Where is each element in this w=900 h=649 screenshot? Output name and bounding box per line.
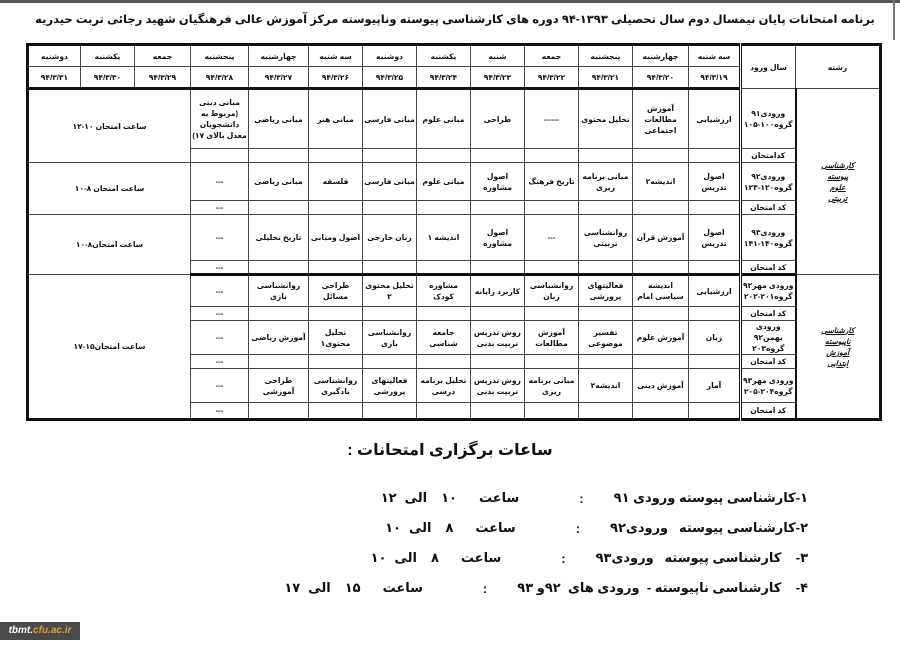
exam-code-cell <box>363 403 417 420</box>
exam-code-label: کد امتحان <box>741 403 796 420</box>
exam-code-cell: --- <box>191 403 249 420</box>
major-header: رشته <box>796 45 881 89</box>
hours-to: ۱۲ <box>380 490 397 505</box>
course-cell: تاریخ فرهنگ <box>525 163 579 201</box>
course-cell: فلسفه <box>309 163 363 201</box>
exam-code-cell <box>633 201 689 215</box>
course-cell: تحلیل محتوی۱ <box>309 321 363 355</box>
exam-time-cell: ساعت امتحان ۸-۱۰ <box>28 163 191 215</box>
course-cell: روانشناسی بازی <box>249 275 309 307</box>
exam-code-cell <box>363 149 417 163</box>
course-cell: مبانی فارسی <box>363 163 417 201</box>
major-line: ابتدایی <box>827 358 849 368</box>
day-name: سه شنبه <box>689 45 741 67</box>
course-cell: آموزش دینی <box>633 369 689 403</box>
course-cell: --- <box>525 215 579 261</box>
exam-code-cell <box>417 355 471 369</box>
entry-cell <box>741 163 796 201</box>
exam-code-cell <box>579 355 633 369</box>
exam-code-cell: --- <box>191 355 249 369</box>
entry-line: گروه۲۰۱-۲۰۲ <box>743 292 793 301</box>
major-line: ناپیوسته <box>825 336 851 346</box>
hours-to: ۱۷ <box>284 580 301 595</box>
course-cell: اندیشه ۱ <box>417 215 471 261</box>
course-cell: آموزش قرآن <box>633 215 689 261</box>
exam-code-cell: --- <box>191 307 249 321</box>
day-date: ۹۴/۳/۲۴ <box>417 67 471 89</box>
course-cell: آموزش علوم <box>633 321 689 355</box>
course-cell: تاریخ تحلیلی <box>249 215 309 261</box>
exam-time-cell: ساعت امتحان۱۵-۱۷ <box>28 275 191 420</box>
exam-code-cell <box>471 307 525 321</box>
day-date: ۹۴/۳/۲۰ <box>633 67 689 89</box>
day-name: پنجشنبه <box>191 45 249 67</box>
exam-code-cell <box>633 307 689 321</box>
course-cell: کاربرد رایانه <box>471 275 525 307</box>
day-name: یکشنبه <box>417 45 471 67</box>
course-cell: جامعه شناسی <box>417 321 471 355</box>
course-cell: مبانی دینی (مربوط به دانشجویان معدل بالای ۱۷) <box>191 89 249 149</box>
exam-code-label: کد امتحان <box>741 307 796 321</box>
entry-cell <box>741 369 796 403</box>
exam-code-cell <box>249 307 309 321</box>
exam-code-cell <box>525 403 579 420</box>
exam-code-cell <box>633 403 689 420</box>
exam-code-cell <box>689 403 741 420</box>
course-cell: مشاوره کودک <box>417 275 471 307</box>
hours-to-word: الی <box>308 580 331 595</box>
exam-code-cell <box>309 355 363 369</box>
exam-hours-title: ساعات برگزاری امتحانات : <box>347 442 553 459</box>
schedule-row <box>28 215 881 261</box>
document-title: برنامه امتحانات پایان نیمسال دوم سال تحصیلی ۱۳۹۳-۹۴ دوره های کارشناسی پیوسته وناپیوسته مرکز آموزش عالی فرهنگیان شهید رجائی تربت حیدریه <box>35 14 875 26</box>
exam-code-cell <box>525 355 579 369</box>
course-cell: اصول تدریس <box>689 215 741 261</box>
course-cell: آمار <box>689 369 741 403</box>
exam-code-label: کد امتحان <box>741 201 796 215</box>
entry-cell <box>741 321 796 355</box>
major-cell <box>796 89 881 275</box>
exam-code-cell <box>417 201 471 215</box>
course-cell: --- <box>191 163 249 201</box>
day-name: چهارشنبه <box>633 45 689 67</box>
day-date: ۹۴/۳/۲۱ <box>579 67 633 89</box>
day-date: ۹۴/۳/۳۰ <box>81 67 135 89</box>
exam-code-cell <box>363 201 417 215</box>
entry-line: ورودی بهمن۹۲ <box>753 322 783 342</box>
course-cell: اندیشه سیاسی امام <box>633 275 689 307</box>
day-date: ۹۴/۳/۳۱ <box>28 67 81 89</box>
exam-code-cell <box>417 149 471 163</box>
entry-line: ورودی۹۲ <box>751 171 786 181</box>
hours-to-word: الی <box>404 490 428 505</box>
exam-code-cell <box>417 403 471 420</box>
exam-code-cell <box>471 261 525 275</box>
major-line: آموزش <box>826 347 850 357</box>
exam-code-label: کد امتحان <box>741 261 796 275</box>
exam-hours-line <box>381 488 808 508</box>
schedule-row <box>28 89 881 149</box>
course-cell: طراحی <box>471 89 525 149</box>
exam-code-cell <box>633 261 689 275</box>
course-cell: آموزش ریاضی <box>249 321 309 355</box>
page-edge <box>893 0 895 40</box>
course-cell: --- <box>191 275 249 307</box>
course-cell: تحلیل محتوی ۲ <box>363 275 417 307</box>
course-cell: ------ <box>525 89 579 149</box>
exam-code-cell <box>579 307 633 321</box>
hours-colon: : <box>579 490 584 506</box>
course-cell: روانشناسی بازی <box>363 321 417 355</box>
exam-code-cell <box>309 307 363 321</box>
schedule-row <box>28 163 881 201</box>
exam-code-cell <box>309 261 363 275</box>
exam-code-cell <box>689 149 741 163</box>
exam-time-cell: ساعت امتحان ۱۰-۱۲ <box>28 89 191 163</box>
exam-code-cell <box>525 307 579 321</box>
course-cell: مبانی ریاضی <box>249 89 309 149</box>
course-cell: مبانی علوم <box>417 89 471 149</box>
course-cell: آموزش مطالعات <box>525 321 579 355</box>
exam-code-cell <box>633 149 689 163</box>
day-date: ۹۴/۳/۲۵ <box>363 67 417 89</box>
course-cell: مبانی فارسی <box>363 89 417 149</box>
hours-label: ۲-کارشناسی پیوسته ورودی۹۲ <box>610 520 808 535</box>
exam-code-cell <box>363 307 417 321</box>
hours-label: ۴- کارشناسی ناپیوسته - ورودی های ۹۲و ۹۳ <box>517 580 808 595</box>
exam-code-label: کد امتحان <box>741 355 796 369</box>
major-line: کارشناسی <box>821 325 855 335</box>
exam-code-cell <box>249 403 309 420</box>
hours-to: ۱۰ <box>370 550 387 565</box>
day-date: ۹۴/۳/۱۹ <box>689 67 741 89</box>
major-line: علوم <box>829 182 846 192</box>
exam-code-cell <box>579 261 633 275</box>
exam-code-cell <box>249 149 309 163</box>
course-cell: مبانی برنامه ریزی <box>579 163 633 201</box>
major-line: پیوسته <box>827 171 849 181</box>
course-cell: روش تدریس تربیت بدنی <box>471 369 525 403</box>
course-cell: روانشناسی زبان <box>525 275 579 307</box>
major-line: تربیتی <box>828 193 848 203</box>
hours-word: ساعت <box>382 580 423 595</box>
course-cell: ارزشیابی <box>689 275 741 307</box>
day-date: ۹۴/۳/۲۶ <box>309 67 363 89</box>
exam-code-cell: --- <box>191 261 249 275</box>
course-cell: طراحی آموزشی <box>249 369 309 403</box>
exam-code-cell <box>579 403 633 420</box>
entry-header: سال ورود <box>741 45 796 89</box>
course-cell: تفسیر موضوعی <box>579 321 633 355</box>
top-border <box>0 0 900 3</box>
day-name: دوشنبه <box>28 45 81 67</box>
hours-word: ساعت <box>460 550 502 565</box>
hours-from: ۸ <box>445 520 454 535</box>
exam-code-cell <box>471 149 525 163</box>
exam-code-cell <box>471 201 525 215</box>
exam-code-cell <box>309 149 363 163</box>
exam-code-cell <box>309 403 363 420</box>
watermark-logo <box>0 622 80 640</box>
hours-word: ساعت <box>475 520 516 535</box>
day-name: چهارشنبه <box>249 45 309 67</box>
exam-code-cell <box>525 261 579 275</box>
hours-word: ساعت <box>478 490 520 505</box>
exam-code-cell <box>363 355 417 369</box>
course-cell: روانشناسی یادگیری <box>309 369 363 403</box>
entry-line: گروه۱۰۰-۱۰۵ <box>743 119 793 129</box>
hours-to-word: الی <box>394 550 417 565</box>
hours-label: ۱-کارشناسی پیوسته ورودی ۹۱ <box>613 490 808 505</box>
hours-to: ۱۰ <box>385 520 401 535</box>
entry-cell <box>741 275 796 307</box>
exam-hours-line <box>284 578 808 598</box>
course-cell: اصول مشاوره <box>471 163 525 201</box>
entry-cell <box>741 89 796 149</box>
day-date: ۹۴/۳/۲۸ <box>191 67 249 89</box>
exam-code-cell <box>309 201 363 215</box>
exam-code-cell <box>417 261 471 275</box>
exam-code-cell <box>249 261 309 275</box>
course-cell: تحلیل برنامه درسی <box>417 369 471 403</box>
exam-code-cell <box>249 201 309 215</box>
exam-code-cell <box>525 201 579 215</box>
exam-code-cell <box>579 201 633 215</box>
entry-line: ورودی۹۳ <box>751 227 786 237</box>
entry-line: گروه۲۰۳ <box>752 344 785 353</box>
course-cell: --- <box>191 369 249 403</box>
course-cell: مبانی برنامه ریزی <box>525 369 579 403</box>
hours-to-word: الی <box>408 520 432 535</box>
exam-hours-line <box>385 518 808 538</box>
exam-code-cell: --- <box>191 201 249 215</box>
exam-code-cell <box>249 355 309 369</box>
course-cell: اندیشه۲ <box>633 163 689 201</box>
entry-cell <box>741 215 796 261</box>
exam-code-cell <box>579 149 633 163</box>
exam-code-cell <box>689 355 741 369</box>
hours-label: ۳- کارشناسی پیوسته ورودی۹۳ <box>595 550 808 565</box>
exam-code-cell <box>471 355 525 369</box>
course-cell: طراحی مسائل <box>309 275 363 307</box>
exam-code-label: کدامتحان <box>741 149 796 163</box>
exam-code-cell <box>689 261 741 275</box>
entry-line: ورودی۹۱ <box>751 108 786 118</box>
day-date: ۹۴/۳/۲۹ <box>135 67 191 89</box>
day-name: پنجشنبه <box>579 45 633 67</box>
course-cell: زبان <box>689 321 741 355</box>
entry-line: ورودی مهر۹۳ <box>743 375 794 385</box>
entry-line: ورودی مهر۹۲ <box>743 281 794 290</box>
course-cell: --- <box>191 321 249 355</box>
exam-code-cell <box>633 355 689 369</box>
course-cell: مبانی هنر <box>309 89 363 149</box>
hours-colon: : <box>575 520 581 536</box>
course-cell: مبانی ریاضی <box>249 163 309 201</box>
course-cell: اصول مشاوره <box>471 215 525 261</box>
course-cell: آموزش مطالعات اجتماعی <box>633 89 689 149</box>
exam-code-cell <box>191 149 249 163</box>
course-cell: روانشناسی تربیتی <box>579 215 633 261</box>
day-name: سه شنبه <box>309 45 363 67</box>
course-cell: --- <box>191 215 249 261</box>
day-name: شنبه <box>471 45 525 67</box>
watermark-prefix: tbmt. <box>8 625 34 636</box>
hours-from: ۱۰ <box>441 490 457 505</box>
watermark-domain: cfu.ac.ir <box>33 625 72 636</box>
hours-colon: : <box>482 580 488 596</box>
hours-colon: : <box>561 550 566 566</box>
course-cell: فعالیتهای پرورشی <box>363 369 417 403</box>
schedule-row <box>28 275 881 307</box>
hours-from: ۸ <box>430 550 439 565</box>
course-cell: فعالیتهای پرورشی <box>579 275 633 307</box>
day-date: ۹۴/۳/۲۳ <box>471 67 525 89</box>
course-cell: روش تدریس تربیت بدنی <box>471 321 525 355</box>
hours-from: ۱۵ <box>344 580 361 595</box>
exam-code-cell <box>363 261 417 275</box>
entry-line: گروه۲۰۴-۲۰۵ <box>743 386 793 396</box>
exam-code-cell <box>689 307 741 321</box>
day-name: یکشنبه <box>81 45 135 67</box>
entry-line: گروه۱۴۰-۱۴۱ <box>743 238 793 248</box>
exam-code-cell <box>417 307 471 321</box>
exam-code-cell <box>689 201 741 215</box>
course-cell: تحلیل محتوی <box>579 89 633 149</box>
major-line: کارشناسی <box>821 160 855 170</box>
day-date: ۹۴/۳/۲۲ <box>525 67 579 89</box>
exam-hours-line <box>371 548 808 568</box>
entry-line: گروه۱۲۰-۱۲۳ <box>743 182 793 192</box>
course-cell: مبانی علوم <box>417 163 471 201</box>
course-cell: زبان خارجی <box>363 215 417 261</box>
day-name: دوشنبه <box>363 45 417 67</box>
day-date: ۹۴/۳/۲۷ <box>249 67 309 89</box>
exam-schedule-table <box>26 43 882 421</box>
day-name: جمعه <box>135 45 191 67</box>
course-cell: اصول تدریس <box>689 163 741 201</box>
exam-time-cell: ساعت امتحان۸-۱۰ <box>28 215 191 275</box>
day-name: جمعه <box>525 45 579 67</box>
exam-code-cell <box>471 403 525 420</box>
exam-code-cell <box>525 149 579 163</box>
course-cell: اصول ومبانی <box>309 215 363 261</box>
major-cell <box>796 275 881 420</box>
course-cell: اندیشه۲ <box>579 369 633 403</box>
course-cell: ارزشیابی <box>689 89 741 149</box>
